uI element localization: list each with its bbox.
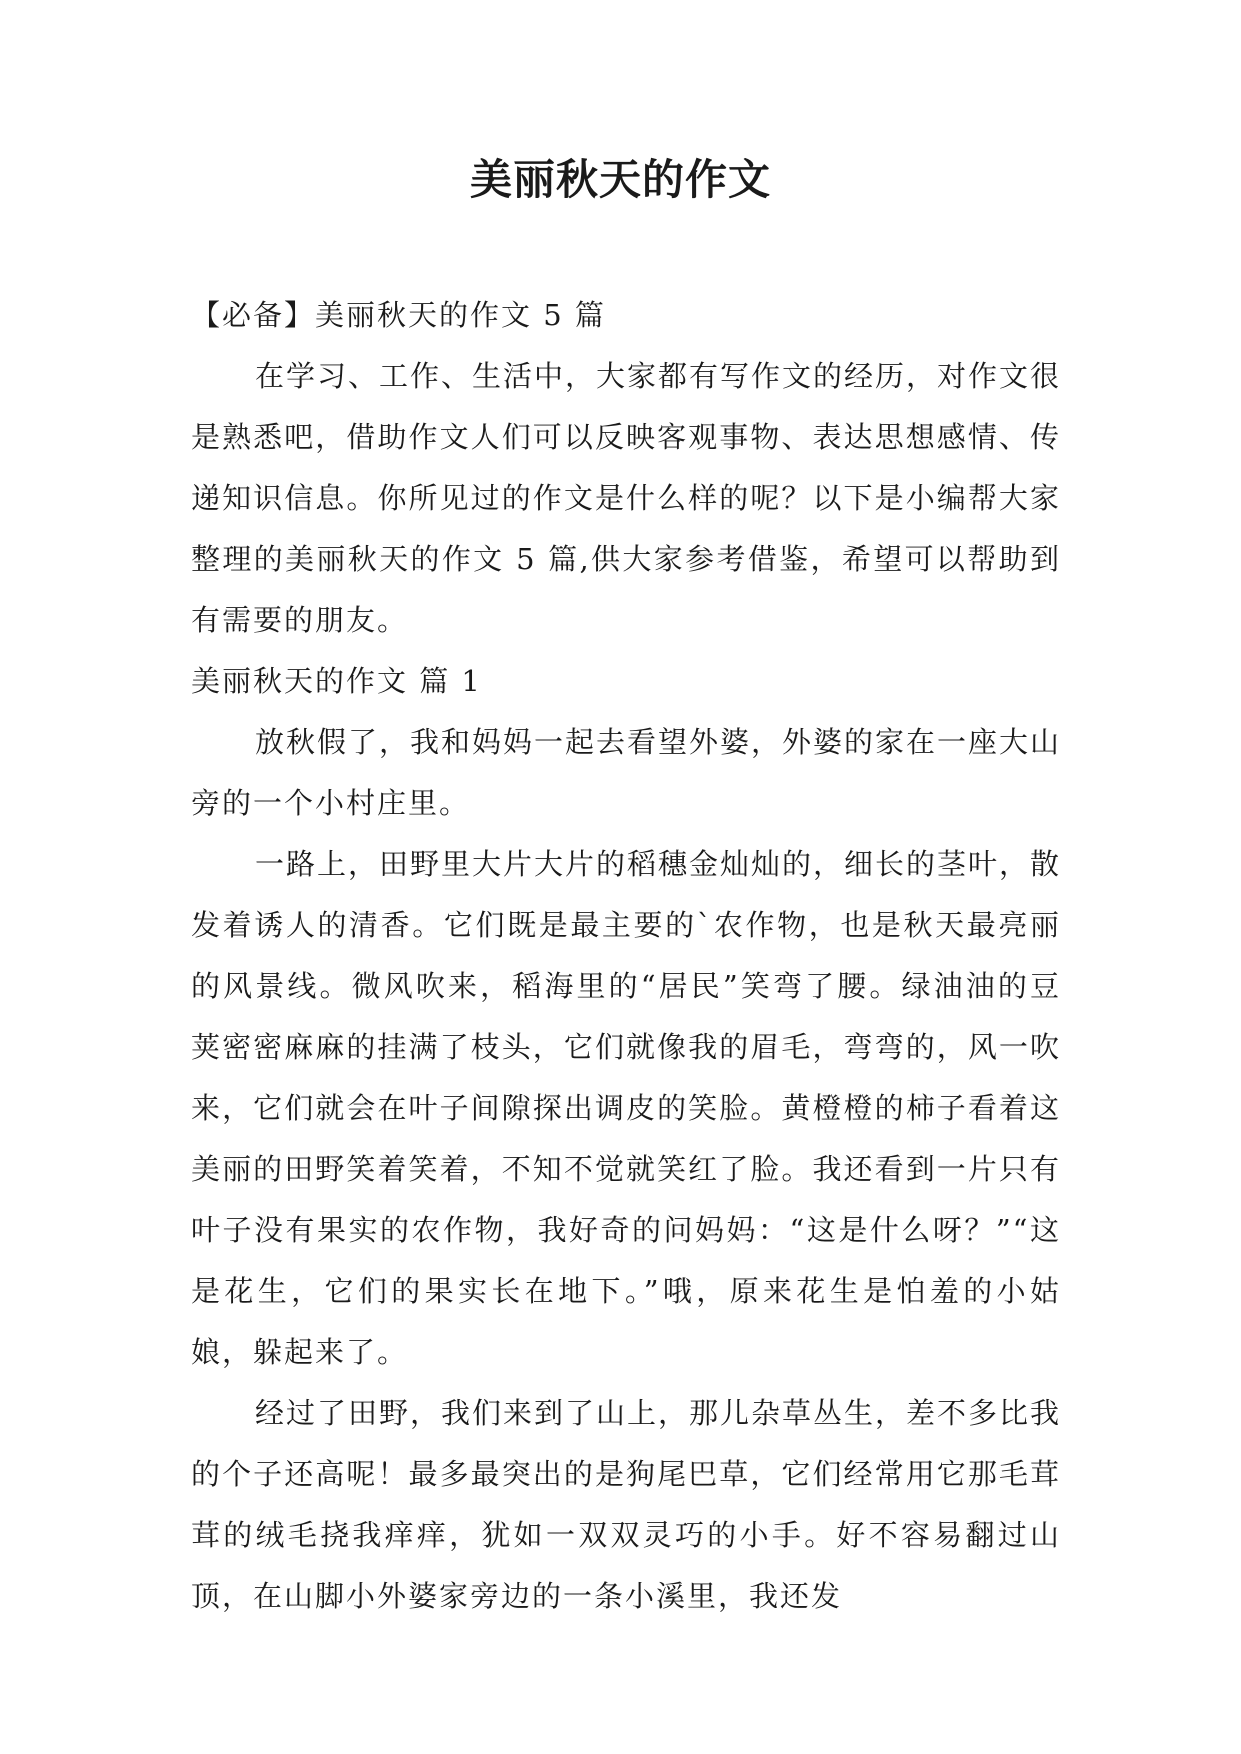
document-title: 美丽秋天的作文 <box>469 155 771 204</box>
section-heading: 美丽秋天的作文 篇 1 <box>191 664 482 698</box>
document-body <box>191 285 1061 1627</box>
body-paragraph: 放秋假了，我和妈妈一起去看望外婆，外婆的家在一座大山旁的一个小村庄里。 <box>191 725 1062 820</box>
body-paragraph: 一路上，田野里大片大片的稻穗金灿灿的，细长的茎叶，散发着诱人的清香。它们既是最主要的`农作物，也是秋天最亮丽的风景线。微风吹来，稻海里的“居民”笑弯了腰。绿油油的豆荚密密麻麻的挂满了枝头，它们就像我的眉毛，弯弯的，风一吹来，它们就会在叶子间隙探出调皮的笑脸。黄橙橙的柿子看着这美丽的田野笑着笑着，不知不觉就笑红了脸。我还看到一片只有叶子没有果实的农作物，我好奇的问妈妈：“这是什么呀？”“这是花生，它们的果实长在地下。”哦，原来花生是怕羞的小姑娘，躲起来了。 <box>191 847 1062 1369</box>
document-subtitle: 【必备】美丽秋天的作文 5 篇 <box>191 298 606 332</box>
intro-paragraph: 在学习、工作、生活中，大家都有写作文的经历，对作文很是熟悉吧，借助作文人们可以反映客观事物、表达思想感情、传递知识信息。你所见过的作文是什么样的呢？以下是小编帮大家整理的美丽秋天的作文 5 篇,供大家参考借鉴，希望可以帮助到有需要的朋友。 <box>191 359 1062 637</box>
body-paragraph: 经过了田野，我们来到了山上，那儿杂草丛生，差不多比我的个子还高呢！最多最突出的是狗尾巴草，它们经常用它那毛茸茸的绒毛挠我痒痒，犹如一双双灵巧的小手。好不容易翻过山顶，在山脚小外婆家旁边的一条小溪里，我还发 <box>191 1396 1062 1613</box>
